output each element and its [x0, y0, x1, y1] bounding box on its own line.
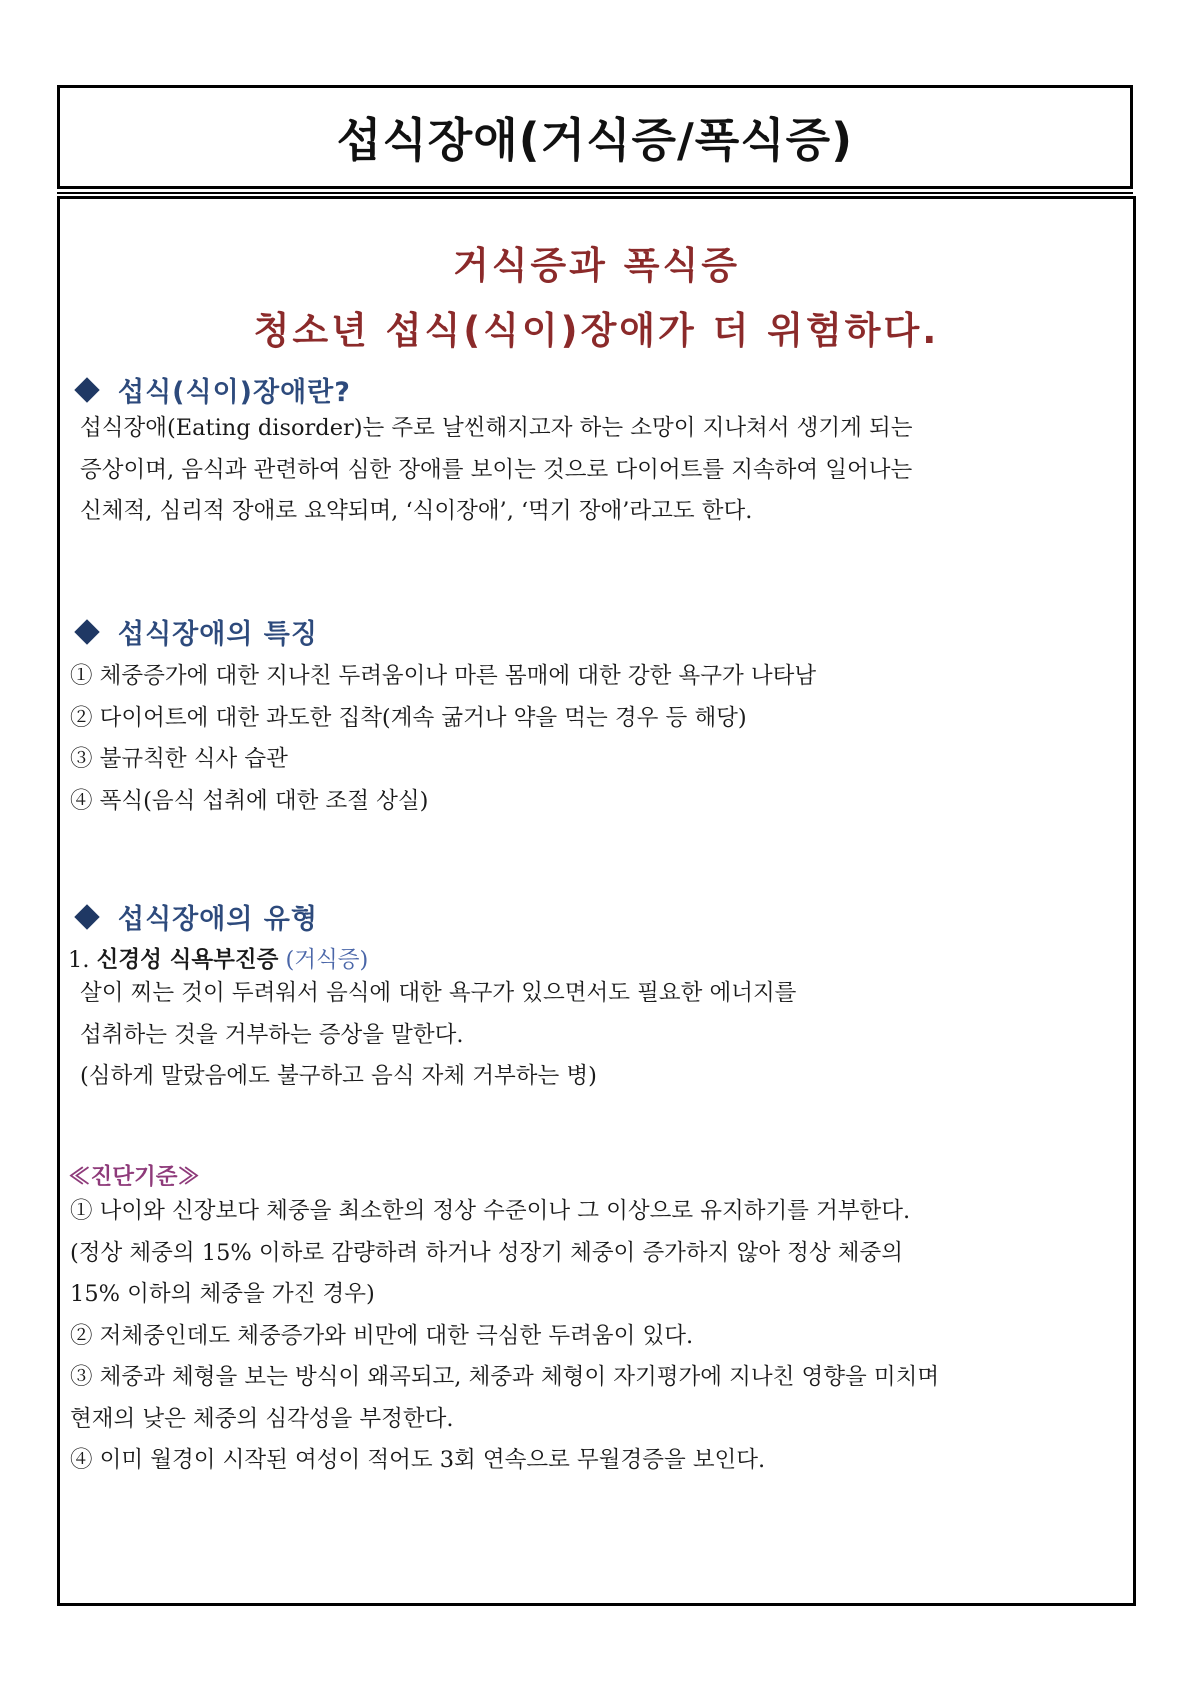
list-item: 15% 이하의 체중을 가진 경우)	[70, 1281, 375, 1307]
section-heading-what-text: 섭식(식이)장애란?	[118, 377, 351, 408]
features-list	[70, 656, 1123, 822]
type-1-name: 신경성 식욕부진증	[96, 947, 279, 973]
section-what-paragraph	[80, 408, 1123, 533]
list-item: ③ 체중과 체형을 보는 방식이 왜곡되고, 체중과 체형이 자기평가에 지나친 영향을 미치며	[70, 1364, 940, 1390]
section-heading-features-text: 섭식장애의 특징	[118, 619, 318, 650]
paragraph-line: 신체적, 심리적 장애로 요약되며, ‘식이장애’, ‘먹기 장애’라고도 한다.	[80, 498, 753, 524]
type-1-alias: (거식증)	[285, 947, 369, 973]
paragraph-line: (심하게 말랐음에도 불구하고 음식 자체 거부하는 병)	[80, 1063, 597, 1089]
list-item: 현재의 낮은 체중의 심각성을 부정한다.	[70, 1405, 454, 1432]
type-1-number: 1.	[68, 947, 90, 973]
list-item: ④ 이미 월경이 시작된 여성이 적어도 3회 연속으로 무월경증을 보인다.	[70, 1447, 766, 1473]
list-item: ③ 불규칙한 식사 습관	[70, 746, 288, 772]
paragraph-line: 증상이며, 음식과 관련하여 심한 장애를 보이는 것으로 다이어트를 지속하여 일어나는	[80, 456, 913, 483]
list-item: ② 저체중인데도 체중증가와 비만에 대한 극심한 두려움이 있다.	[70, 1322, 694, 1349]
headline-line-1: 거식증과 폭식증	[452, 244, 741, 287]
page-title: 섭식장애(거식증/폭식증)	[336, 113, 854, 167]
paragraph-line: 섭식장애(Eating disorder)는 주로 날씬해지고자 하는 소망이 지나쳐서 생기게 되는	[80, 415, 913, 441]
diagnosis-list	[70, 1191, 1123, 1482]
list-item: ② 다이어트에 대한 과도한 집착(계속 굶거나 약을 먹는 경우 등 해당)	[70, 704, 747, 731]
list-item: ① 체중증가에 대한 지나친 두려움이나 마른 몸매에 대한 강한 욕구가 나타남	[70, 663, 817, 689]
paragraph-line: 섭취하는 것을 거부하는 증상을 말한다.	[80, 1021, 464, 1048]
paragraph-line: 살이 찌는 것이 두려워서 음식에 대한 욕구가 있으면서도 필요한 에너지를	[80, 980, 797, 1006]
headline-line-2: 청소년 섭식(식이)장애가 더 위험하다.	[253, 309, 940, 352]
section-heading-types	[72, 897, 318, 936]
diagnosis-heading: ≪진단기준≫	[68, 1164, 200, 1190]
list-item: (정상 체중의 15% 이하로 감량하려 하거나 성장기 체중이 증가하지 않아 정상 체중의	[70, 1239, 903, 1266]
list-item: ④ 폭식(음식 섭취에 대한 조절 상실)	[70, 787, 429, 814]
section-heading-features	[72, 612, 318, 651]
section-heading-what	[72, 370, 351, 409]
diamond-bullet-icon	[74, 619, 99, 644]
diamond-bullet-icon	[74, 377, 99, 402]
title-box	[57, 85, 1133, 189]
type-1-description	[80, 973, 1123, 1098]
type-1-heading	[68, 942, 368, 974]
section-heading-types-text: 섭식장애의 유형	[118, 904, 318, 935]
content-box	[57, 196, 1136, 1606]
list-item: ① 나이와 신장보다 체중을 최소한의 정상 수준이나 그 이상으로 유지하기를 거부한다.	[70, 1198, 911, 1224]
diamond-bullet-icon	[74, 904, 99, 929]
